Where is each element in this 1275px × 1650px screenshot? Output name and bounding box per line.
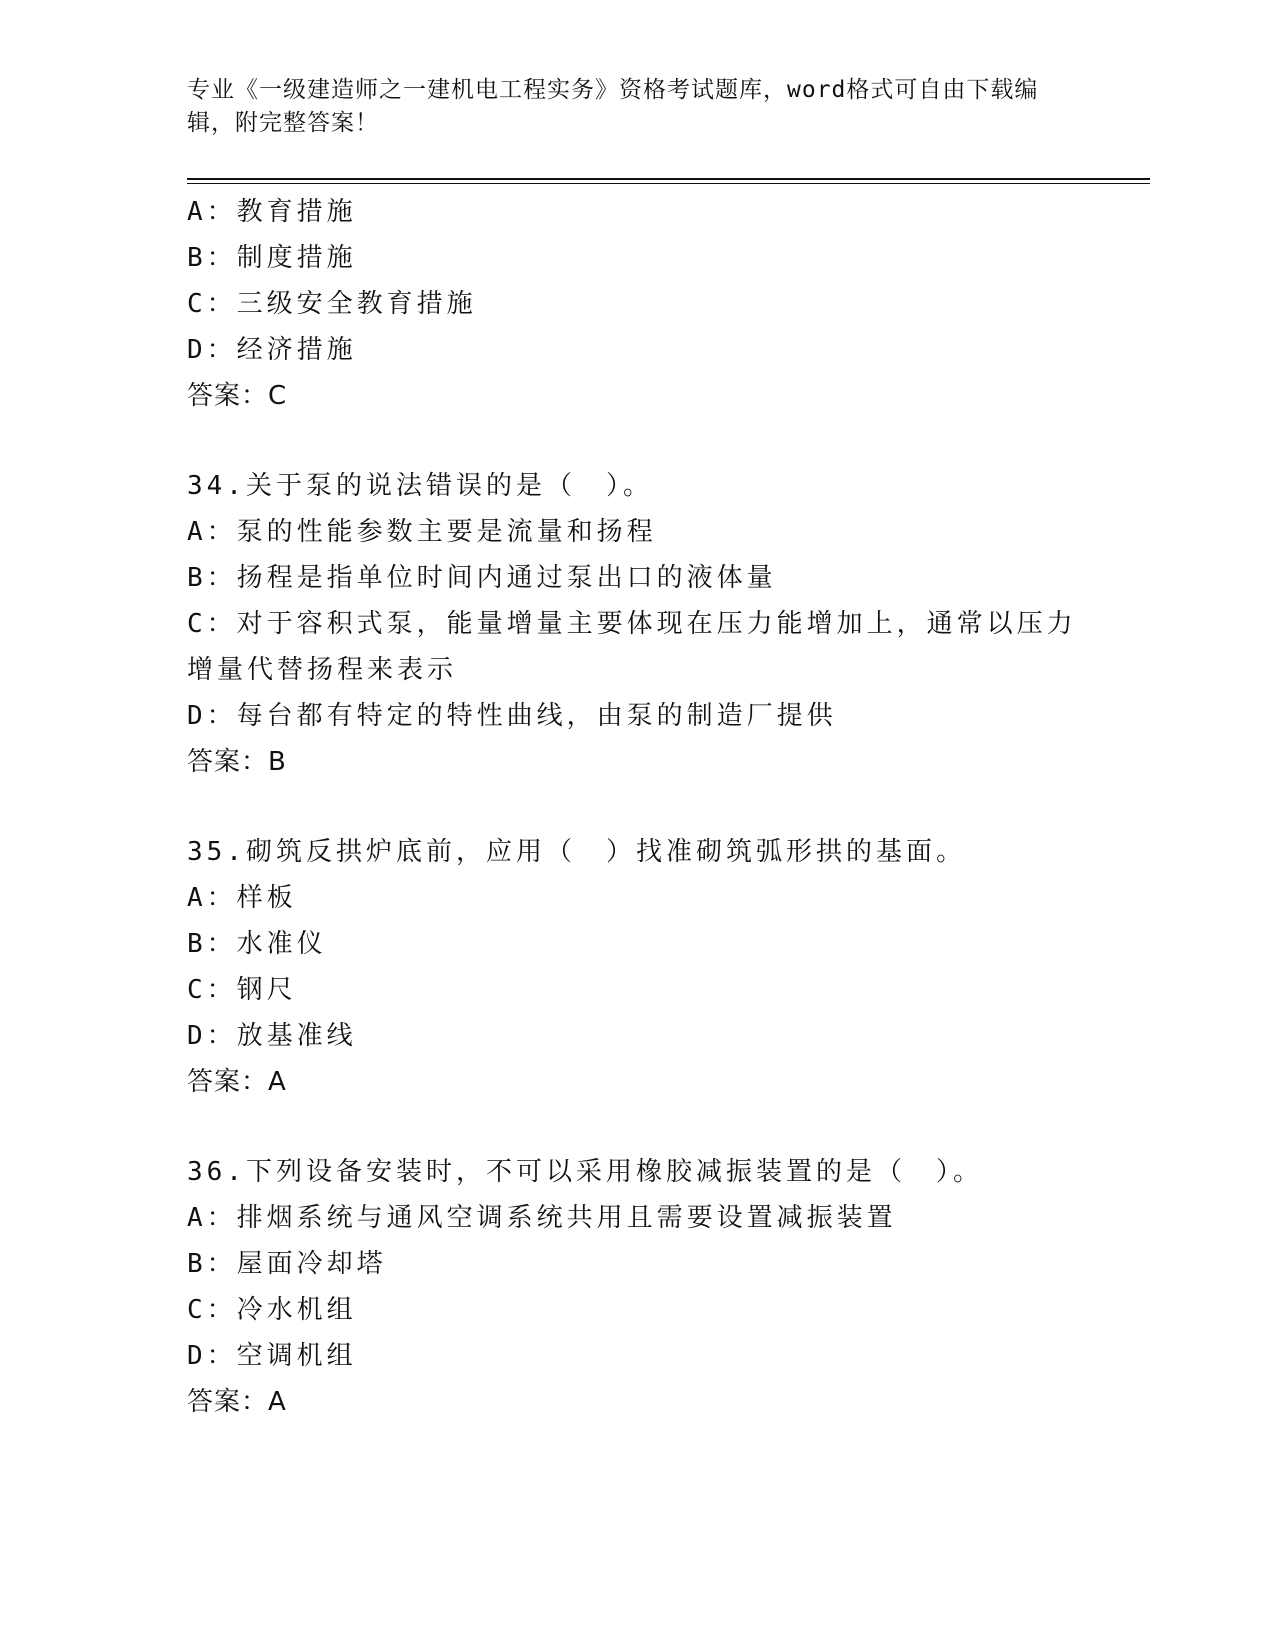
question-stem: 35.砌筑反拱炉底前，应用（ ）找准砌筑弧形拱的基面。 (187, 837, 966, 867)
option-d: D：每台都有特定的特性曲线，由泵的制造厂提供 (187, 701, 837, 731)
option-b: B：扬程是指单位时间内通过泵出口的液体量 (187, 563, 777, 593)
option-c: C：三级安全教育措施 (187, 289, 477, 319)
spacer (187, 785, 1087, 829)
option-b: B：水准仪 (187, 929, 327, 959)
spacer (187, 419, 1087, 463)
answer-line: 答案：A (187, 1067, 287, 1097)
answer-line: 答案：C (187, 381, 288, 411)
option-c: C：冷水机组 (187, 1295, 357, 1325)
option-b: B：制度措施 (187, 243, 357, 273)
header-rule-thick (187, 178, 1150, 180)
option-d: D：空调机组 (187, 1341, 357, 1371)
answer-line: 答案：A (187, 1387, 287, 1417)
question-stem: 36.下列设备安装时，不可以采用橡胶减振装置的是（ ）。 (187, 1157, 983, 1187)
option-a: A：样板 (187, 883, 297, 913)
option-d: D：经济措施 (187, 335, 357, 365)
option-a: A：排烟系统与通风空调系统共用且需要设置减振装置 (187, 1203, 897, 1233)
answer-line: 答案：B (187, 747, 287, 777)
spacer (187, 1105, 1087, 1149)
option-d: D：放基准线 (187, 1021, 357, 1051)
document-header: 专业《一级建造师之一建机电工程实务》资格考试题库，word格式可自由下载编辑，附完整答案！ (187, 77, 1039, 136)
question-stem: 34.关于泵的说法错误的是（ ）。 (187, 471, 653, 501)
option-a: A：教育措施 (187, 197, 357, 227)
option-a: A：泵的性能参数主要是流量和扬程 (187, 517, 657, 547)
document-content (187, 189, 1087, 1425)
option-c: C：钢尺 (187, 975, 297, 1005)
option-c: C：对于容积式泵，能量增量主要体现在压力能增加上，通常以压力增量代替扬程来表示 (187, 609, 1077, 685)
header-rule-thin (187, 183, 1150, 184)
option-b: B：屋面冷却塔 (187, 1249, 387, 1279)
